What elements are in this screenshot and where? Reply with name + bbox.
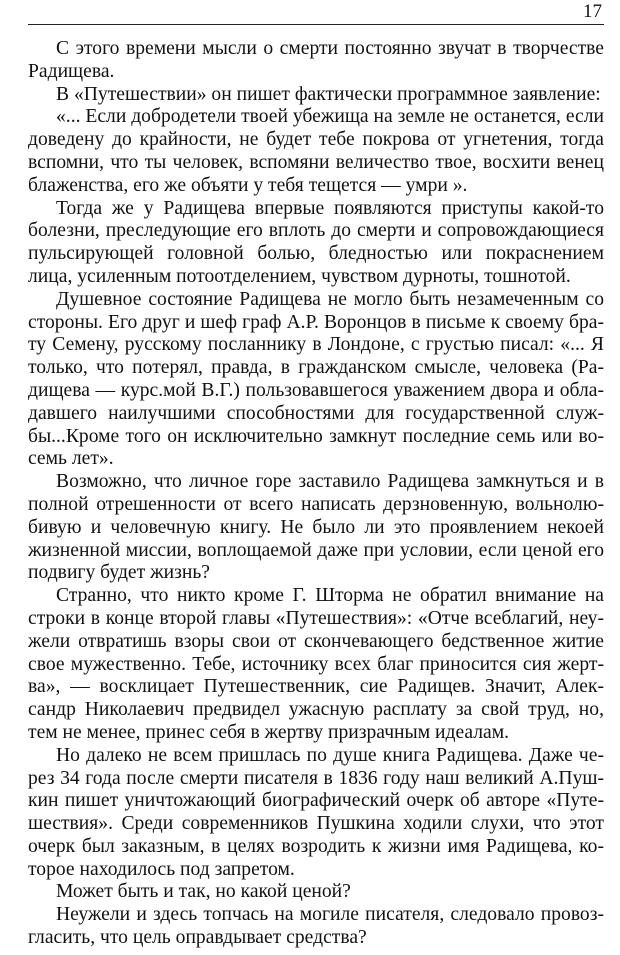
text-line: Радищева. <box>28 60 115 82</box>
paragraph <box>28 289 604 471</box>
text-line: Может быть и так, но какой ценой? <box>56 881 351 903</box>
text-line: пульсирующей головной болью, бледностью или покраснением <box>28 243 604 265</box>
text-line: жизненной миссии, воплощаемой даже при условии, если ценой его <box>28 539 604 561</box>
text-line: тем не менее, принес себя в жертву призрачным идеалам. <box>28 721 510 743</box>
text-line: Странно, что никто кроме Г. Шторма не обратил внимание на <box>56 585 604 607</box>
body-text <box>28 38 604 950</box>
text-line: рез 34 года после смерти писателя в 1836 году наш великий А.Пуш- <box>28 767 604 789</box>
text-line: торое находилось под запретом. <box>28 858 295 880</box>
text-line: лица, усиленным потоотделением, чувством дурноты, тошнотой. <box>28 265 571 287</box>
text-line: Возможно, что личное горе заставило Радищева замкнуться и в <box>56 471 604 493</box>
text-line: бивую и человечную книгу. Не было ли это проявлением некоей <box>28 516 604 538</box>
text-line: ва», — восклицает Путешественник, сие Радищев. Значит, Алек- <box>28 676 604 698</box>
text-line: болезни, преследующие его вплоть до смерти и сопровождающиеся <box>28 220 604 242</box>
paragraph <box>28 745 604 882</box>
text-line: строки в конце второй главы «Путешествия»: «Отче всеблагий, неу- <box>28 607 604 629</box>
text-line: ту Семену, русскому посланнику в Лондоне, с грустью писал: «... Я <box>28 334 604 356</box>
text-line: вспомни, что ты человек, вспомяни величество твое, восхити венец <box>28 151 604 173</box>
paragraph <box>28 904 604 950</box>
text-line: сандр Николаевич предвидел ужасную расплату за свой труд, но, <box>28 699 604 721</box>
text-line: В «Путешествии» он пишет фактически программное заявление: <box>56 83 601 105</box>
paragraph <box>28 198 604 289</box>
text-line: свое мужественно. Тебе, источнику всех благ приносится сия жерт- <box>28 653 604 675</box>
text-line: Неужели и здесь топчась на могиле писателя, следовало провоз- <box>56 904 604 926</box>
paragraph <box>28 881 604 904</box>
page-header <box>28 0 604 25</box>
text-line: С этого времени мысли о смерти постоянно звучат в творчестве <box>56 38 604 59</box>
paragraph <box>28 84 604 107</box>
text-line: доведену до крайности, не будет тебе покрова от угнетения, тогда <box>28 129 604 151</box>
paragraph <box>28 106 604 197</box>
text-line: бы...Кроме того он исключительно замкнут последние семь или во- <box>28 425 604 447</box>
text-line: жели отвратишь взоры свои от скончевающего бедственное житие <box>28 630 604 652</box>
text-line: дищева — курс.мой В.Г.) пользовавшегося уважением двора и обла- <box>28 379 604 401</box>
text-line: подвигу будет жизнь? <box>28 562 210 584</box>
text-line: «... Если добродетели твоей убежища на земле не останется, если <box>56 106 604 128</box>
text-line: Тогда же у Радищева впервые появляются приступы какой-то <box>56 197 604 219</box>
text-line: полной отрешенности от всего написать дерзновенную, вольнолю- <box>28 493 604 515</box>
text-line: очерк был заказным, в целях возродить к жизни имя Радищева, ко- <box>28 835 604 857</box>
paragraph <box>28 38 604 84</box>
paragraph <box>28 585 604 745</box>
text-line: блаженства, его же объяти у тебя тещется — умри ». <box>28 174 468 196</box>
text-line: только, что потерял, правда, в гражданском смысле, человека (Ра- <box>28 357 604 379</box>
text-line: шествия». Среди современников Пушкина ходили слухи, что этот <box>28 813 604 835</box>
text-line: семь лет». <box>28 448 114 470</box>
text-line: стороны. Его друг и шеф граф А.Р. Воронцов в письме к своему бра- <box>28 311 604 333</box>
text-line: Но далеко не всем пришлась по душе книга Радищева. Даже че- <box>56 744 604 766</box>
text-line: Душевное состояние Радищева не могло быть незамеченным со <box>56 288 604 310</box>
text-line: давшего наилучшими способностями для государственной служ- <box>28 402 604 424</box>
text-line: гласить, что цель оправдывает средства? <box>28 927 367 949</box>
text-line: кин пишет уничтожающий биографический очерк об авторе «Путе- <box>28 790 604 812</box>
paragraph <box>28 471 604 585</box>
page-number: 17 <box>583 1 602 22</box>
